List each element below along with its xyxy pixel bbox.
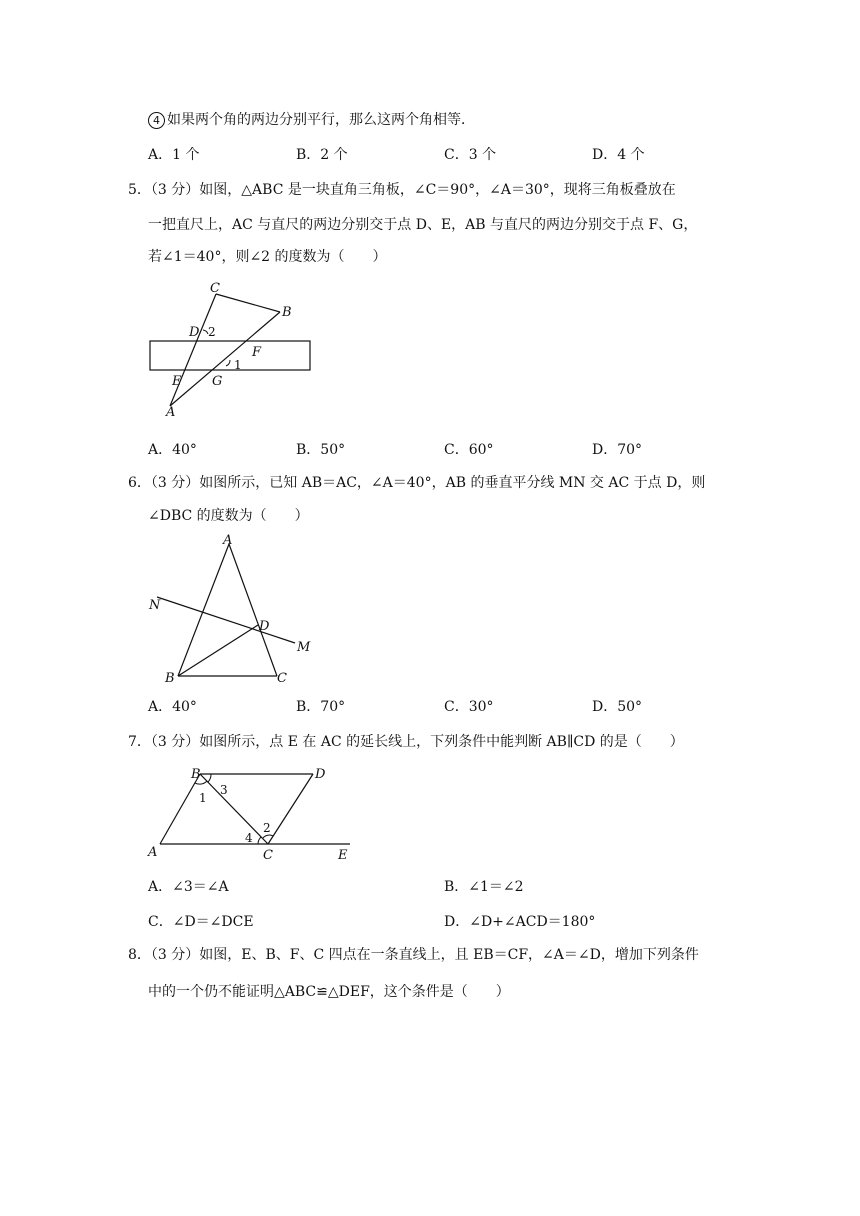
segment-cd xyxy=(268,774,313,844)
q8-stem-line-1: 8．（3 分）如图，E、B、F、C 四点在一条直线上，且 EB＝CF，∠A＝∠D，增加下列条件 xyxy=(128,947,699,963)
q5-option-d: D．70° xyxy=(592,442,643,458)
segment-ca xyxy=(170,294,216,406)
q8-stem-line-2: 中的一个仍不能证明△ABC≌△DEF，这个条件是（ ） xyxy=(148,984,510,1000)
segment-bc xyxy=(200,774,268,844)
q7-option-d: D．∠D+∠ACD＝180° xyxy=(444,914,596,930)
q7-option-b: B．∠1＝∠2 xyxy=(444,879,524,895)
q5-stem-line-3: 若∠1＝40°，则∠2 的度数为（ ） xyxy=(148,249,387,265)
label-a: A xyxy=(148,845,158,860)
label-c: C xyxy=(263,848,273,863)
q6-figure xyxy=(145,530,325,690)
label-angle-4: 4 xyxy=(245,831,253,845)
label-d: D xyxy=(259,619,270,634)
angle-4-arc xyxy=(258,837,261,844)
label-c: C xyxy=(277,671,287,686)
label-angle-2: 2 xyxy=(208,325,216,339)
label-e: E xyxy=(338,848,348,863)
circled-number: 4 xyxy=(148,112,165,129)
label-a: A xyxy=(223,533,233,548)
label-angle-3: 3 xyxy=(220,783,228,797)
q5-figure xyxy=(140,280,340,420)
q7-stem-line-1: 7．（3 分）如图所示，点 E 在 AC 的延长线上，下列条件中能判断 AB∥CD 的是（ ） xyxy=(128,734,684,750)
label-b: B xyxy=(282,305,292,320)
label-m: M xyxy=(297,640,311,655)
q6-option-a: A．40° xyxy=(148,699,197,715)
q6-option-c: C．30° xyxy=(444,699,494,715)
label-angle-1: 1 xyxy=(234,358,242,372)
q6-option-d: D．50° xyxy=(592,699,643,715)
segment-ab xyxy=(160,774,200,844)
q6-option-b: B．70° xyxy=(296,699,346,715)
q4-option-d: D．4 个 xyxy=(592,147,645,163)
angle-1-arc xyxy=(226,360,230,366)
q5-stem-line-2: 一把直尺上，AC 与直尺的两边分别交于点 D、E，AB 与直尺的两边分别交于点 F、G， xyxy=(148,217,698,233)
q4-option-c: C．3 个 xyxy=(444,147,497,163)
label-d: D xyxy=(189,325,200,340)
q6-stem-line-1: 6．（3 分）如图所示，已知 AB＝AC，∠A＝40°，AB 的垂直平分线 MN 交 AC 于点 D，则 xyxy=(128,475,706,491)
q4-option-b: B．2 个 xyxy=(296,147,348,163)
segment-bd xyxy=(178,625,258,676)
label-e: E xyxy=(172,374,182,389)
label-b: B xyxy=(191,767,201,782)
label-b: B xyxy=(165,671,175,686)
q5-option-b: B．50° xyxy=(296,442,346,458)
line-mn xyxy=(157,597,295,643)
statement-text: 如果两个角的两边分别平行，那么这两个角相等． xyxy=(167,112,475,128)
segment-ab xyxy=(178,544,229,676)
label-c: C xyxy=(210,281,220,296)
q7-option-c: C．∠D＝∠DCE xyxy=(148,914,254,930)
label-angle-2: 2 xyxy=(263,821,271,835)
segment-ac xyxy=(229,544,277,676)
q7-figure xyxy=(145,760,365,870)
label-f: F xyxy=(252,345,262,360)
angle-3-arc xyxy=(208,774,211,782)
q5-option-a: A．40° xyxy=(148,442,197,458)
label-d: D xyxy=(315,767,326,782)
q5-option-c: C．60° xyxy=(444,442,494,458)
label-n: N xyxy=(149,598,161,613)
q5-stem-line-1: 5．（3 分）如图，△ABC 是一块直角三角板，∠C＝90°，∠A＝30°，现将三角板叠放在 xyxy=(128,182,676,198)
label-g: G xyxy=(212,374,223,389)
segment-cb xyxy=(216,294,280,312)
segment-ab xyxy=(170,312,280,406)
label-a: A xyxy=(166,405,176,420)
q4-statement-4 xyxy=(148,110,475,130)
q7-option-a: A．∠3＝∠A xyxy=(148,879,229,895)
q6-stem-line-2: ∠DBC 的度数为（ ） xyxy=(148,508,309,524)
q4-option-a: A．1 个 xyxy=(148,147,200,163)
label-angle-1: 1 xyxy=(199,791,207,805)
